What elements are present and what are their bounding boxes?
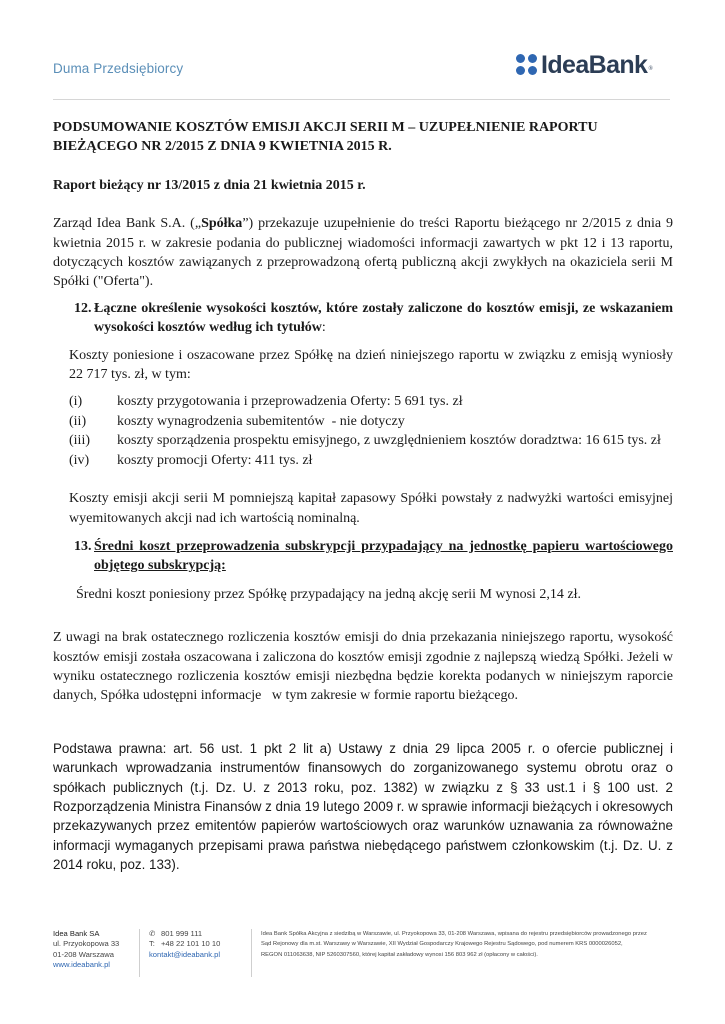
list-item	[69, 431, 673, 450]
footer-tel-label: T:	[149, 939, 155, 949]
list-item-number: (iv)	[69, 452, 90, 468]
cost-items-list	[69, 392, 673, 470]
section-12-number: 12.	[74, 300, 92, 316]
idea-bank-logo[interactable]	[516, 50, 653, 80]
section-13-heading	[74, 537, 673, 576]
logo-registered-mark: ®	[648, 66, 653, 72]
intro-text-before: Zarząd Idea Bank S.A. („	[53, 216, 202, 232]
document-title: PODSUMOWANIE KOSZTÓW EMISJI AKCJI SERII M – UZUPEŁNIENIE RAPORTU BIEŻĄCEGO NR 2/2015 Z DNIA 9 KWIETNIA 2015 R.	[53, 120, 598, 155]
footer-legal-line: Sąd Rejonowy dla m.st. Warszawy w Warszawie, XII Wydział Gospodarczy Krajowego Rejestru Sądowego, pod numerem KRS 0000026052,	[261, 941, 623, 948]
list-item-text: koszty przygotowania i przeprowadzenia Oferty: 5 691 tys. zł	[117, 394, 463, 410]
list-item-text: koszty sporządzenia prospektu emisyjnego, z uwzględnieniem kosztów doradztwa: 16 615 tys. zł	[117, 433, 661, 449]
section-12-note: Koszty emisji akcji serii M pomniejszą kapitał zapasowy Spółki powstały z nadwyżki wartości emisyjnej wyemitowanych akcji nad ich wartością nominalną.	[69, 491, 673, 526]
list-item	[69, 451, 673, 470]
section-13-number: 13.	[74, 538, 92, 554]
document-body	[53, 118, 677, 875]
section-12-heading-text: Łączne określenie wysokości kosztów, które zostały zaliczone do kosztów emisji, ze wskazaniem wysokości kosztów według ich tytułów	[94, 300, 673, 336]
logo-dots-icon	[516, 54, 538, 76]
header-tagline: Duma Przedsiębiorcy	[53, 61, 184, 76]
footer-tel-row	[149, 939, 249, 949]
footer-phone[interactable]: 801 999 111	[161, 929, 203, 938]
footer-divider	[251, 929, 252, 977]
report-number: Raport bieżący nr 13/2015 z dnia 21 kwietnia 2015 r.	[53, 177, 366, 193]
footer-city: 01-208 Warszawa	[53, 949, 114, 959]
header-divider	[53, 99, 670, 100]
footer-legal-info	[261, 929, 679, 960]
footer-phone-row	[149, 929, 249, 939]
footer-divider	[139, 929, 140, 977]
list-item-number: (iii)	[69, 433, 90, 449]
list-item	[69, 392, 673, 411]
phone-icon: ✆	[149, 929, 156, 938]
list-item-number: (i)	[69, 394, 83, 410]
footer-street: ul. Przyokopowa 33	[53, 939, 120, 949]
list-item-text: koszty wynagrodzenia subemitentów - nie dotyczy	[117, 413, 405, 429]
section-13-text: Średni koszt poniesiony przez Spółkę przypadający na jedną akcję serii M wynosi 2,14 zł.	[76, 586, 582, 602]
section-13-heading-text: Średni koszt przeprowadzenia subskrypcji przypadający na jednostkę papieru wartościowego objętego subskrypcją:	[94, 538, 673, 574]
costs-summary: Koszty poniesione i oszacowane przez Spółkę na dzień niniejszego raportu w związku z emisją wyniosły 22 717 tys. zł, w tym:	[69, 347, 673, 383]
closing-paragraph: Z uwagi na brak ostatecznego rozliczenia kosztów emisji do dnia przekazania niniejszego raportu, wysokość kosztów emisji została oszacowana i zaliczona do kosztów emisji zgodnie z najlepszą wiedzą Spółki. Jeżeli w wyniku ostatecznego rozliczenia kosztów emisji niezbędna będzie korekta podanych w niniejszym raporcie danych, Spółka udostępni informacje w tym zakresie w formie raportu bieżącego.	[53, 630, 677, 704]
section-12-heading-suffix: :	[321, 320, 326, 336]
logo-text: IdeaBank	[541, 51, 648, 79]
footer-legal-line: Idea Bank Spółka Akcyjna z siedzibą w Warszawie, ul. Przyokopowa 33, 01-208 Warszawa, wpisana do rejestru przedsiębiorców prowadzonego przez	[261, 931, 647, 937]
list-item-number: (ii)	[69, 413, 87, 429]
intro-paragraph	[53, 214, 673, 292]
footer-website-link[interactable]: www.ideabank.pl	[53, 960, 110, 970]
footer-contact	[149, 929, 249, 960]
footer-email-link[interactable]: kontakt@ideabank.pl	[149, 949, 221, 959]
legal-basis-paragraph: Podstawa prawna: art. 56 ust. 1 pkt 2 lit a) Ustawy z dnia 29 lipca 2005 r. o ofercie publicznej i warunkach wprowadzania instrumentów finansowych do zorganizowanego systemu obrotu oraz o spółkach publicznych (t.j. Dz. U. z 2013 roku, poz. 1382) w związku z § 33 ust.1 i § 100 ust. 2 Rozporządzenia Ministra Finansów z dnia 19 lutego 2009 r. w sprawie informacji bieżących i okresowych przekazywanych przez emitentów papierów wartościowych oraz warunków uznawania za równoważne informacji wymaganych przepisami prawa państwa niebędącego państwem członkowskim (t.j. Dz. U. z 2014 roku, poz. 133).	[53, 740, 673, 873]
intro-text-after: ”) przekazuje uzupełnienie do treści Raportu bieżącego nr 2/2015 z dnia 9 kwietnia 2015 r. w zakresie podania do publicznej wiadomości informacji zawartych w pkt 12 i 13 raportu, dotyczących kosztów zawiązanych z przeprowadzoną ofertą publiczną akcji zwykłych na okaziciela serii M Spółki ("Oferta").	[53, 216, 673, 290]
footer-address	[53, 929, 143, 971]
footer-company: Idea Bank SA	[53, 929, 100, 938]
section-12-heading	[74, 299, 673, 338]
list-item	[69, 412, 673, 431]
company-defined-term: Spółka	[201, 216, 243, 232]
footer-legal-line: REGON 011063638, NIP 5260307560, której kapitał zakładowy wynosi 156 803 962 zł (opłacony w całości).	[261, 951, 538, 958]
footer-tel[interactable]: +48 22 101 10 10	[161, 939, 221, 949]
list-item-text: koszty promocji Oferty: 411 tys. zł	[117, 452, 313, 468]
